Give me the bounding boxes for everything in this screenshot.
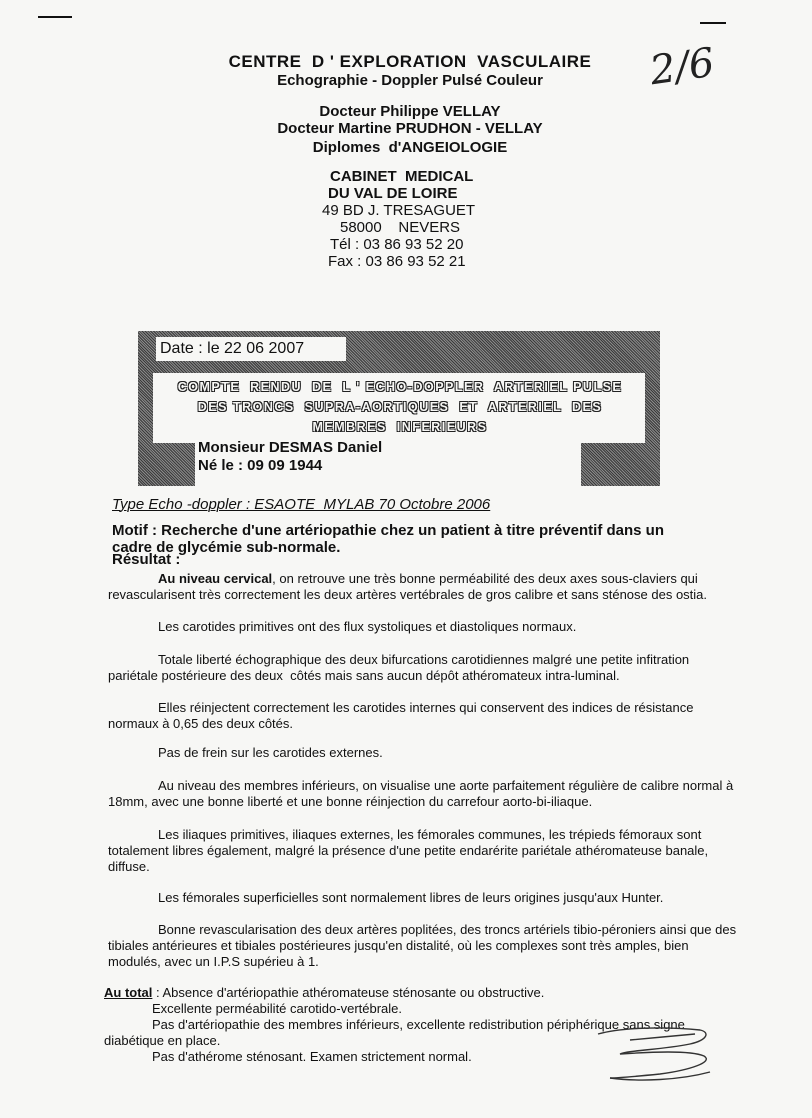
p6-line-2: 18mm, avec une bonne liberté et une bonne réinjection du carrefour aorto-bi-iliaque.	[108, 794, 593, 809]
paragraph-6	[108, 778, 758, 810]
center-name: CENTRE D ' EXPLORATION VASCULAIRE	[228, 52, 592, 71]
paragraph-9	[108, 922, 768, 970]
tel: Tél : 03 86 93 52 20	[330, 236, 464, 253]
p4-line-2: normaux à 0,65 des deux côtés.	[108, 716, 294, 731]
p1-rest: , on retrouve une très bonne perméabilité des deux axes sous-claviers qui	[272, 571, 698, 586]
resultat-label: Résultat :	[112, 551, 181, 568]
type-echo: Type Echo -doppler : ESAOTE MYLAB 70 Octobre 2006	[112, 496, 491, 513]
p1-bold: Au niveau cervical	[158, 571, 273, 586]
address-block	[322, 168, 522, 270]
p3-line-2: pariétale postérieure des deux côtés mais sans aucun dépôt athéromateux intra-luminal.	[108, 668, 620, 683]
p9-line-2: tibiales antérieures et tibiales postérieures jusqu'en distalité, où les complexes sont très amples, bien	[108, 938, 689, 953]
conclusion-line-5: Pas d'athérome sténosant. Examen strictement normal.	[152, 1049, 472, 1064]
conclusion-line-1: : Absence d'artériopathie athéromateuse sténosante ou obstructive.	[152, 985, 545, 1000]
paragraph-2: Les carotides primitives ont des flux systoliques et diastoliques normaux.	[158, 619, 577, 634]
cabinet-line-2: DU VAL DE LOIRE	[328, 185, 458, 202]
p7-line-1: Les iliaques primitives, iliaques externes, les fémorales communes, les trépieds fémoraux sont	[158, 827, 702, 842]
cabinet-line-1: CABINET MEDICAL	[330, 168, 474, 185]
corner-mark-left	[38, 16, 72, 18]
motif-line-1: Motif : Recherche d'une artériopathie chez un patient à titre préventif dans un	[112, 522, 664, 539]
paragraph-1	[108, 571, 748, 603]
date-label: Date : le 22 06 2007	[156, 337, 346, 361]
subtitle: Echographie - Doppler Pulsé Couleur	[277, 72, 543, 89]
report-title	[158, 377, 642, 437]
report-title-line-2: DES TRONCS SUPRA-AORTIQUES ET ARTERIEL DES	[197, 400, 603, 414]
patient-name: Monsieur DESMAS Daniel	[198, 439, 383, 456]
p7-line-2: totalement libres également, malgré la présence d'une petite endarérite pariétale athéromateuse banale,	[108, 843, 709, 858]
doctor-1: Docteur Philippe VELLAY	[319, 103, 501, 120]
conclusion-line-3: Pas d'artériopathie des membres inférieurs, excellente redistribution périphérique sans signe	[152, 1017, 685, 1032]
paragraph-3	[108, 652, 748, 684]
p9-line-1: Bonne revascularisation des deux artères poplitées, des troncs artériels tibio-péroniers ainsi que des	[158, 922, 737, 937]
p7-line-3: diffuse.	[108, 859, 150, 874]
page-number: 2/6	[647, 39, 718, 95]
patient-birth: Né le : 09 09 1944	[198, 457, 323, 474]
corner-mark-right	[700, 22, 726, 24]
p4-line-1: Elles réinjectent correctement les carotides internes qui conservent des indices de résistance	[158, 700, 694, 715]
paragraph-7	[108, 827, 758, 875]
signature	[580, 1020, 730, 1090]
p9-line-3: modulés, avec un I.P.S supérieu à 1.	[108, 954, 319, 969]
conclusion-line-4: diabétique en place.	[104, 1033, 221, 1048]
report-title-line-3: MEMBRES INFERIEURS	[312, 420, 488, 434]
motif	[112, 522, 732, 556]
conclusion-label: Au total	[104, 985, 153, 1000]
fax: Fax : 03 86 93 52 21	[328, 253, 466, 270]
conclusion-line-2: Excellente perméabilité carotido-vertébrale.	[152, 1001, 403, 1016]
paragraph-5: Pas de frein sur les carotides externes.	[158, 745, 383, 760]
paragraph-4	[108, 700, 748, 732]
motif-line-2: cadre de glycémie sub-normale.	[112, 539, 341, 556]
diploma: Diplomes d'ANGEIOLOGIE	[312, 139, 508, 156]
p3-line-1: Totale liberté échographique des deux bifurcations carotidiennes malgré une petite infitration	[158, 652, 690, 667]
patient-block	[198, 439, 498, 475]
paragraph-8: Les fémorales superficielles sont normalement libres de leurs origines jusqu'aux Hunter.	[158, 890, 664, 905]
city: 58000 NEVERS	[340, 219, 461, 236]
street: 49 BD J. TRESAGUET	[322, 202, 476, 219]
report-box	[138, 331, 660, 486]
p1-line-2: revascularisent très correctement les deux artères vertébrales de gros calibre et sans sténose des ostia.	[108, 587, 708, 602]
p6-line-1: Au niveau des membres inférieurs, on visualise une aorte parfaitement régulière de calibre normal à	[158, 778, 734, 793]
report-title-line-1: COMPTE RENDU DE L ' ECHO-DOPPLER ARTERIEL PULSE	[177, 380, 623, 394]
doctor-2: Docteur Martine PRUDHON - VELLAY	[277, 120, 543, 137]
